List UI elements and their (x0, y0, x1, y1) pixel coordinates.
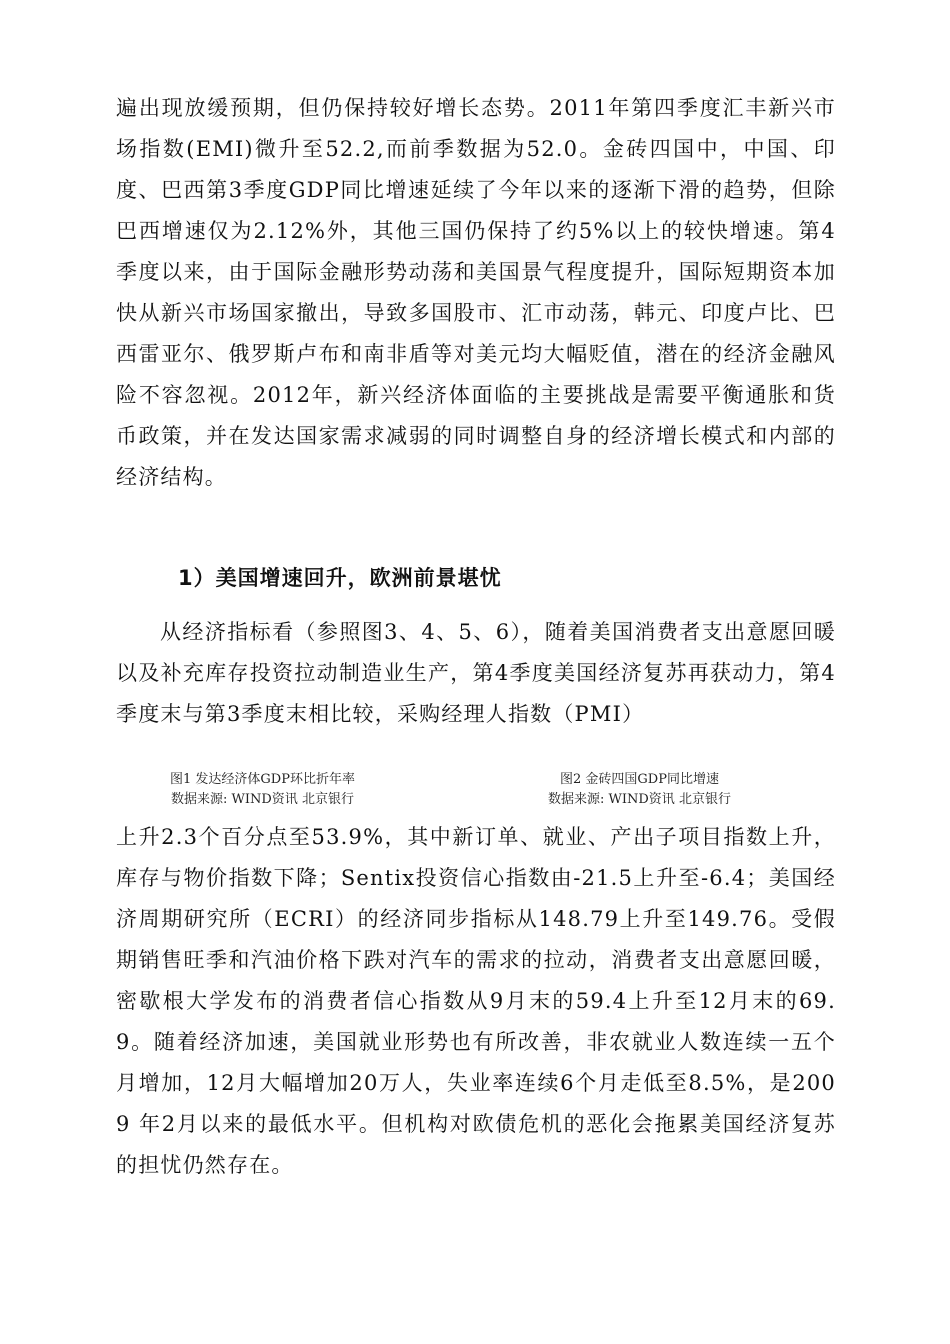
section-heading: 1）美国增速回升，欧洲前景堪忧 (178, 566, 502, 590)
figure-source: 数据来源: WIND资讯 北京银行 (548, 792, 731, 807)
figure-title: 图2 金砖四国GDP同比增速 (559, 772, 719, 787)
figure-source: 数据来源: WIND资讯 北京银行 (171, 792, 354, 807)
figure-title: 图1 发达经济体GDP环比折年率 (170, 772, 355, 787)
body-paragraph: 上升2.3个百分点至53.9%，其中新订单、就业、产出子项目指数上升，库存与物价指数下降；Sentix投资信心指数由-21.5上升至-6.4；美国经济周期研究所（ECRI）的经济同步指标从148.79上升至149.76。受假期销售旺季和汽油价格下跌对汽车的需求的拉动，消费者支出意愿回暖，密歇根大学发布的消费者信心指数从9月末的59.4上升至12月末的69.9。随着经济加速，美国就业形势也有所改善，非农就业人数连续一五个月增加，12月大幅增加20万人，失业率连续6个月走低至8.5%，是2009 年2月以来的最低水平。但机构对欧债危机的恶化会拖累美国经济复苏的担忧仍然存在。 (116, 825, 836, 1177)
body-paragraph: 从经济指标看（参照图3、4、5、6），随着美国消费者支出意愿回暖以及补充库存投资拉动制造业生产，第4季度美国经济复苏再获动力，第4季度末与第3季度末相比较，采购经理人指数（PMI） (116, 620, 836, 726)
figure-caption-1 (170, 770, 355, 810)
figure-caption-2 (548, 770, 731, 810)
body-paragraph: 遍出现放缓预期，但仍保持较好增长态势。2011年第四季度汇丰新兴市场指数(EMI)微升至52.2,而前季数据为52.0。金砖四国中，中国、印度、巴西第3季度GDP同比增速延续了今年以来的逐渐下滑的趋势，但除巴西增速仅为2.12%外，其他三国仍保持了约5%以上的较快增速。第4季度以来，由于国际金融形势动荡和美国景气程度提升，国际短期资本加快从新兴市场国家撤出，导致多国股市、汇市动荡，韩元、印度卢比、巴西雷亚尔、俄罗斯卢布和南非盾等对美元均大幅贬值，潜在的经济金融风险不容忽视。2012年，新兴经济体面临的主要挑战是需要平衡通胀和货币政策，并在发达国家需求减弱的同时调整自身的经济增长模式和内部的经济结构。 (116, 96, 836, 489)
